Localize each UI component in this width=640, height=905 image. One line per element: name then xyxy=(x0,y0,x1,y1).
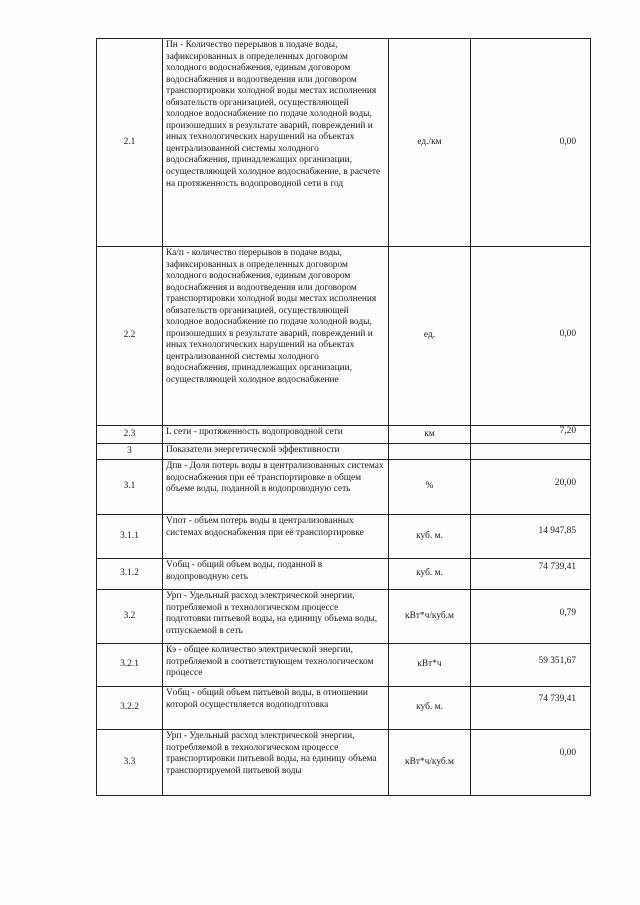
row-value: 7,20 xyxy=(471,426,591,444)
row-number: 2.2 xyxy=(97,247,163,426)
row-description: Дпв - Доля потерь воды в централизованных системах водоснабжения при её транспортировке в общем объеме воды, поданной в водопроводную сеть xyxy=(163,460,389,515)
row-number: 3.2.2 xyxy=(97,687,163,730)
table-row xyxy=(97,644,591,687)
row-number: 3.1 xyxy=(97,460,163,515)
row-description: L сети - протяженность водопроводной сети xyxy=(163,426,389,444)
row-unit: км xyxy=(389,426,471,444)
row-number: 2.3 xyxy=(97,426,163,444)
row-unit: куб. м. xyxy=(389,687,471,730)
row-value: 20,00 xyxy=(471,460,591,515)
row-value: 74 739,41 xyxy=(471,687,591,730)
table-row xyxy=(97,247,591,426)
table-row xyxy=(97,444,591,460)
row-number: 3.2 xyxy=(97,590,163,644)
row-number: 3.3 xyxy=(97,730,163,796)
row-value: 14 947,85 xyxy=(471,515,591,559)
row-value: 0,79 xyxy=(471,590,591,644)
row-description: Ка/п - количество перерывов в подаче воды, зафиксированных в определенных договором холодного водоснабжения, единым договором водоснабжения и водоотведения или договором транспортировки холодной воды местах исполнения обязательств организацией, осуществляющей холодное водоснабжение по подаче холодной воды, произошедших в результате аварий, повреждений и иных технологических нарушений на объектах централизованной системы холодного водоснабжения, принадлежащих организации, осуществляющей холодное водоснабжение xyxy=(163,247,389,426)
row-value: 59 351,67 xyxy=(471,644,591,687)
row-unit: кВт*ч/куб.м xyxy=(389,730,471,796)
table-row xyxy=(97,460,591,515)
row-value: 0,00 xyxy=(471,39,591,247)
row-value: 0,00 xyxy=(471,730,591,796)
row-description: Vпот - объем потерь воды в централизованных системах водоснабжения при её транспортировке xyxy=(163,515,389,559)
table-row xyxy=(97,515,591,559)
row-value xyxy=(471,444,591,460)
table-row xyxy=(97,559,591,590)
row-number: 3 xyxy=(97,444,163,460)
row-number: 3.1.1 xyxy=(97,515,163,559)
row-description: Показатели энергетической эффективности xyxy=(163,444,389,460)
table-row xyxy=(97,590,591,644)
row-description: Vобщ - общий объем воды, поданной в водопроводную сеть xyxy=(163,559,389,590)
row-unit: куб. м. xyxy=(389,515,471,559)
row-unit: ед./км xyxy=(389,39,471,247)
row-number: 3.2.1 xyxy=(97,644,163,687)
table-row xyxy=(97,426,591,444)
row-unit: кВт*ч/куб.м xyxy=(389,590,471,644)
table-row xyxy=(97,687,591,730)
table-row xyxy=(97,39,591,247)
row-number: 2.1 xyxy=(97,39,163,247)
row-description: Пн - Количество перерывов в подаче воды, зафиксированных в определенных договором холодного водоснабжения, единым договором водоснабжения и водоотведения или договором транспортировки холодной воды местах исполнения обязательств организацией, осуществляющей холодное водоснабжение по подаче холодной воды, произошедших в результате аварий, повреждений и иных технологических нарушений на объектах централизованной системы холодного водоснабжения, принадлежащих организации, осуществляющей холодное водоснабжение, в расчете на протяженность водопроводной сети в год xyxy=(163,39,389,247)
row-value: 74 739,41 xyxy=(471,559,591,590)
row-description: Кэ - общее количество электрической энергии, потребляемой в соответствующем технологическом процессе xyxy=(163,644,389,687)
row-description: Урп - Удельный расход электрической энергии, потребляемой в технологическом процессе подготовки питьевой воды, на единицу объема воды, отпускаемой в сеть xyxy=(163,590,389,644)
row-description: Урп - Удельный расход электрической энергии, потребляемой в технологическом процессе транспортировки питьевой воды, на единицу объема транспортируемой питьевой воды xyxy=(163,730,389,796)
row-unit: ед. xyxy=(389,247,471,426)
row-unit xyxy=(389,444,471,460)
indicators-table xyxy=(96,38,591,796)
row-unit: куб. м. xyxy=(389,559,471,590)
row-value: 0,00 xyxy=(471,247,591,426)
row-description: Vобщ - общий объем питьевой воды, в отношении которой осуществляется водоподготовка xyxy=(163,687,389,730)
row-unit: кВт*ч xyxy=(389,644,471,687)
table-row xyxy=(97,730,591,796)
row-unit: % xyxy=(389,460,471,515)
row-number: 3.1.2 xyxy=(97,559,163,590)
